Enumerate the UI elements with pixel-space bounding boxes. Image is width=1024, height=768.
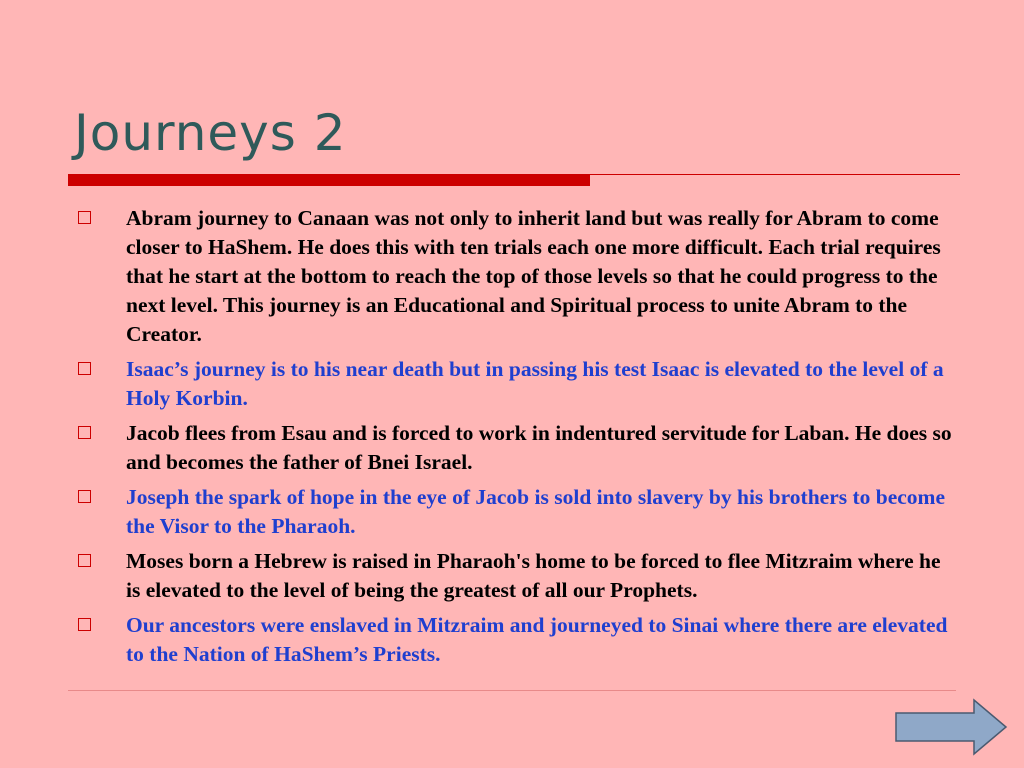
bullet-text: Moses born a Hebrew is raised in Pharaoh's home to be forced to flee Mitzraim where he is elevated to the level of being the greatest of all our Prophets. bbox=[126, 549, 941, 602]
bullet-item-isaac bbox=[76, 355, 956, 413]
bullet-text: Abram journey to Canaan was not only to inherit land but was really for Abram to come closer to HaShem. He does this with ten trials each one more difficult. Each trial requires that he start at the bottom to reach the top of those levels so that he could progress to the next level. This journey is an Educational and Spiritual process to unite Abram to the Creator. bbox=[126, 206, 941, 346]
bullet-item-jacob bbox=[76, 419, 956, 477]
square-bullet-icon bbox=[78, 554, 91, 567]
bullet-item-joseph bbox=[76, 483, 956, 541]
square-bullet-icon bbox=[78, 490, 91, 503]
square-bullet-icon bbox=[78, 618, 91, 631]
bullet-text: Jacob flees from Esau and is forced to work in indentured servitude for Laban. He does so and becomes the father of Bnei Israel. bbox=[126, 421, 952, 474]
slide-title: Journeys 2 bbox=[74, 104, 347, 162]
right-arrow-icon bbox=[894, 698, 1008, 756]
square-bullet-icon bbox=[78, 362, 91, 375]
title-underline-thick bbox=[68, 174, 590, 186]
bullet-item-abram bbox=[76, 204, 956, 349]
bullet-item-moses bbox=[76, 547, 956, 605]
title-underline-thin bbox=[590, 174, 960, 175]
bullet-item-ancestors bbox=[76, 611, 956, 669]
next-slide-button[interactable] bbox=[894, 698, 1008, 756]
footer-divider bbox=[68, 690, 956, 691]
bullet-text: Our ancestors were enslaved in Mitzraim and journeyed to Sinai where there are elevated to the Nation of HaShem’s Priests. bbox=[126, 613, 948, 666]
square-bullet-icon bbox=[78, 426, 91, 439]
square-bullet-icon bbox=[78, 211, 91, 224]
bullet-list bbox=[76, 204, 956, 675]
bullet-text: Joseph the spark of hope in the eye of Jacob is sold into slavery by his brothers to become the Visor to the Pharaoh. bbox=[126, 485, 946, 538]
bullet-text: Isaac’s journey is to his near death but in passing his test Isaac is elevated to the level of a Holy Korbin. bbox=[126, 357, 944, 410]
